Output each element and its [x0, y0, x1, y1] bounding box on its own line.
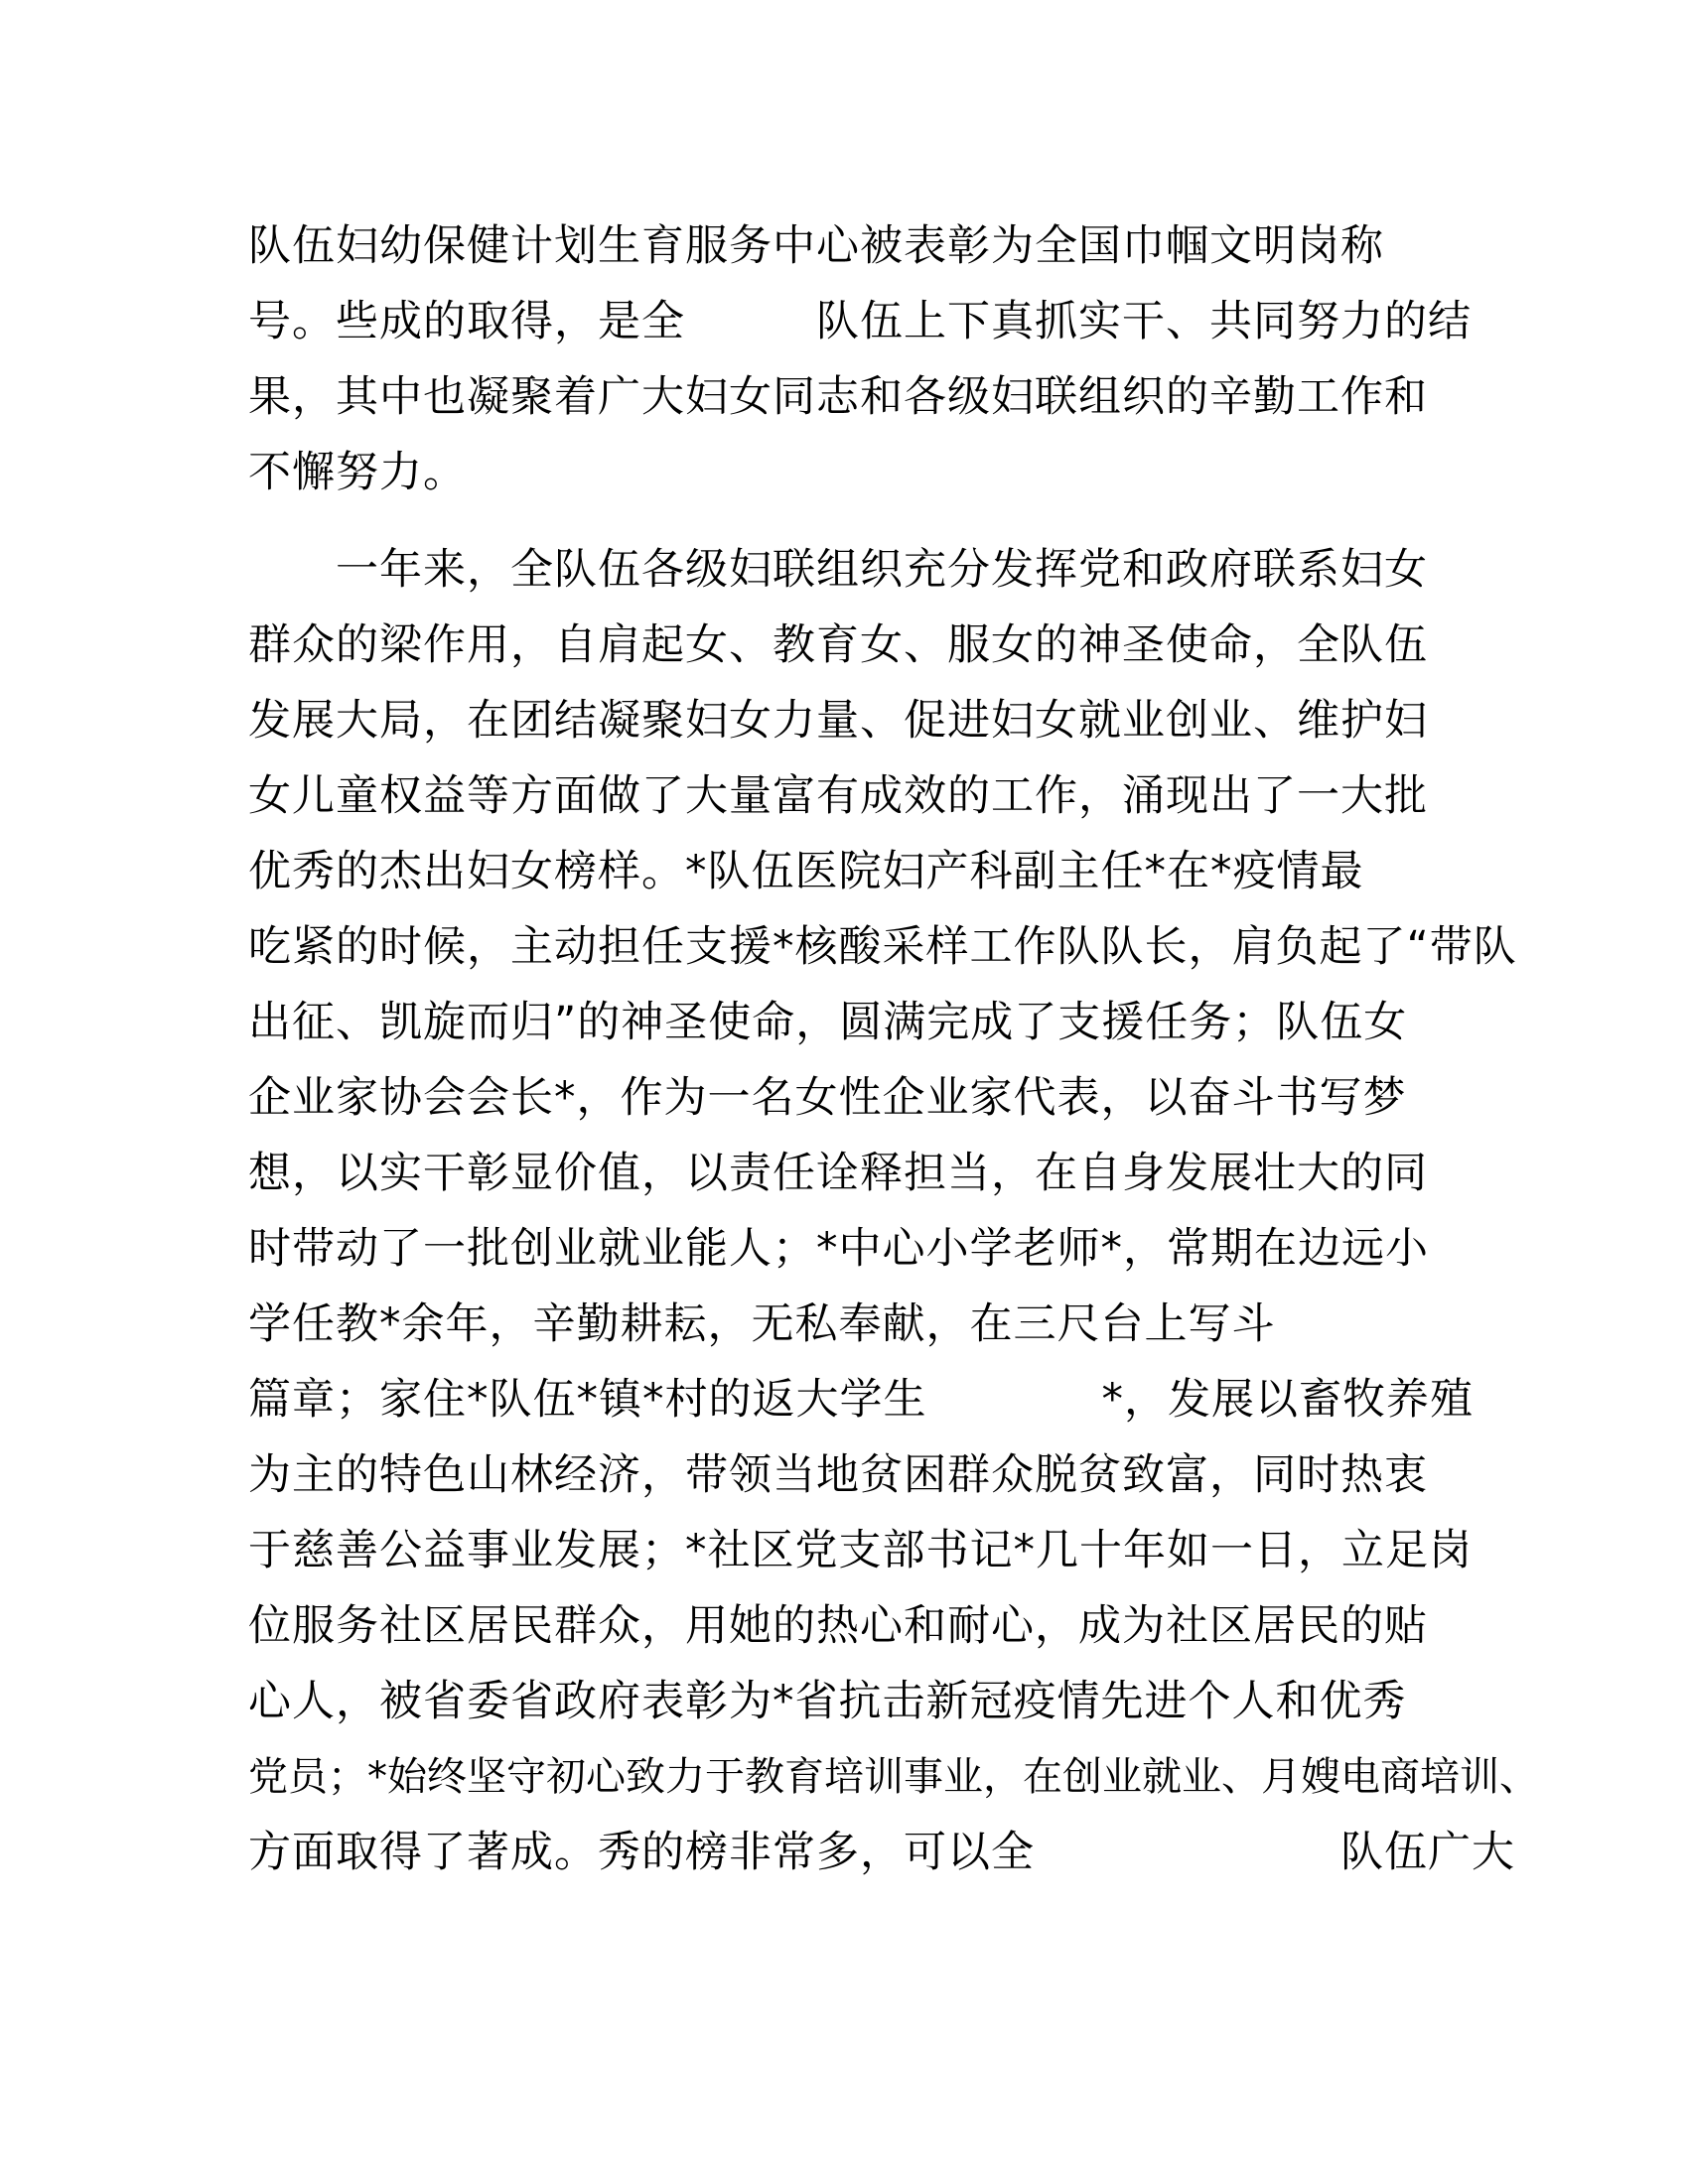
text-line-9: 优秀的杰出妇女榜样。*队伍医院妇产科副主任*在*疫情最: [248, 847, 1364, 896]
text-line-8: 女儿童权益等方面做了大量富有成效的工作，涌现出了一大批: [248, 771, 1428, 821]
text-line-2: 号。些成的取得，是全 队伍上下真抓实干、共同努力的结: [248, 297, 1472, 346]
text-line-20: 心人，被省委省政府表彰为*省抗击新冠疫情先进个人和优秀: [248, 1677, 1407, 1726]
text-line-16: 篇章；家住*队伍*镇*村的返大学生 *，发展以畜牧养殖: [248, 1375, 1474, 1425]
text-line-22: 方面取得了著成。秀的榜非常多，可以全 队伍广大: [248, 1828, 1515, 1877]
text-line-13: 想，以实干彰显价值，以责任诠释担当，在自身发展壮大的同: [248, 1149, 1428, 1198]
text-line-17: 为主的特色山林经济，带领当地贫困群众脱贫致富，同时热衷: [248, 1450, 1428, 1500]
text-line-6: 群众的梁作用，自肩起女、教育女、服女的神圣使命，全队伍: [248, 620, 1428, 670]
text-line-14: 时带动了一批创业就业能人；*中心小学老师*，常期在边远小: [248, 1224, 1429, 1274]
text-line-7: 发展大局，在团结凝聚妇女力量、促进妇女就业创业、维护妇: [248, 696, 1428, 746]
text-line-10: 吃紧的时候，主动担任支援*核酸采样工作队队长，肩负起了“带队: [248, 922, 1517, 972]
text-line-12: 企业家协会会长*，作为一名女性企业家代表，以奋斗书写梦: [248, 1073, 1407, 1123]
text-line-21: 党员；*始终坚守初心致力于教育培训事业，在创业就业、月嫂电商培训、: [248, 1754, 1539, 1800]
text-line-3: 果，其中也凝聚着广大妇女同志和各级妇联组织的辛勤工作和: [248, 372, 1428, 422]
text-line-15: 学任教*余年，辛勤耕耘，无私奉献，在三尺台上写斗: [248, 1299, 1276, 1349]
text-line-11: 出征、凯旋而归”的神圣使命，圆满完成了支援任务；队伍女: [248, 998, 1408, 1047]
text-line-19: 位服务社区居民群众，用她的热心和耐心，成为社区居民的贴: [248, 1601, 1428, 1651]
text-line-4: 不懈努力。: [248, 448, 467, 497]
text-line-18: 于慈善公益事业发展；*社区党支部书记*几十年如一日，立足岗: [248, 1526, 1473, 1575]
text-line-1: 队伍妇幼保健计划生育服务中心被表彰为全国巾帼文明岗称: [248, 221, 1384, 271]
text-line-5: 一年来，全队伍各级妇联组织充分发挥党和政府联系妇女: [248, 545, 1428, 595]
